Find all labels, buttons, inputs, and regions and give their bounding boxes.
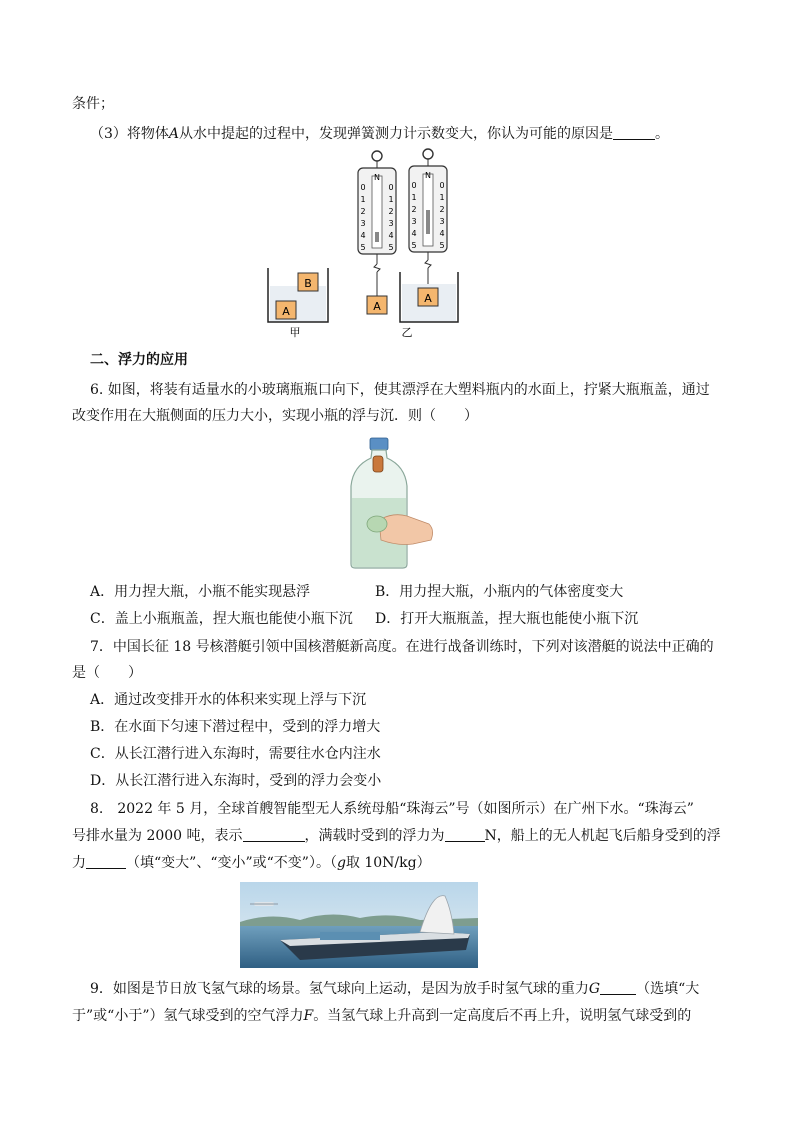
scale1-unit: N	[374, 173, 380, 182]
q8-line3-b: （填“变大”、“变小”或“不变”）。（	[126, 855, 337, 871]
scale2-tick-5: 5	[411, 241, 417, 250]
scale2-tick-4: 4	[411, 229, 417, 238]
q9-line2-b: 。当氢气球上升高到一定高度后不再上升，说明氢气球受到的	[313, 1008, 692, 1024]
q8-stem-line2	[72, 826, 721, 846]
q5-3-text-end: 。	[655, 126, 670, 142]
q9-line1-b: （选填“大	[636, 981, 700, 997]
q6-stem-line1: 6. 如图，将装有适量水的小玻璃瓶瓶口向下，使其漂浮在大塑料瓶内的水面上，拧紧大瓶瓶盖，通过	[90, 382, 710, 398]
scale1-tick-r0: 0	[388, 183, 394, 192]
q8-g-symbol: g	[336, 855, 346, 871]
block-b-label: B	[304, 277, 312, 290]
q7-option-d[interactable]: D．从长江潜行进入东海时，受到的浮力会变小	[90, 773, 382, 789]
q8-blank-1[interactable]	[243, 827, 305, 842]
block-a-jia-label: A	[282, 305, 290, 318]
scale2-tick-r5: 5	[439, 241, 445, 250]
q6-stem-line2: 改变作用在大瓶侧面的压力大小，实现小瓶的浮与沉．则（ ）	[72, 408, 478, 424]
q8-stem-line1: 8. 2022 年 5 月，全球首艘智能型无人系统母船“珠海云”号（如图所示）在广州下水。“珠海云”	[90, 801, 694, 817]
q7-option-b[interactable]: B．在水面下匀速下潜过程中，受到的浮力增大	[90, 719, 381, 735]
scale1-tick-r5: 5	[388, 243, 394, 252]
scale1-tick-r4: 4	[388, 231, 394, 240]
q8-line3-c: 取 10N/kg）	[345, 855, 431, 871]
q6-option-a[interactable]: A．用力捏大瓶，小瓶不能实现悬浮	[90, 584, 311, 600]
q7-stem-line1: 7．中国长征 18 号核潜艇引领中国核潜艇新高度。在进行战备训练时，下列对该潜艇的说法中正确的	[90, 639, 714, 655]
scale1-tick-r1: 1	[388, 195, 394, 204]
q9-stem-line1	[90, 979, 699, 999]
scale2-unit: N	[425, 171, 431, 180]
q7-stem-line2: 是（ ）	[72, 665, 142, 681]
q9-line1-a: 9．如图是节日放飞氢气球的场景。氢气球向上运动，是因为放手时氢气球的重力	[90, 981, 589, 997]
q6-option-c[interactable]: C．盖上小瓶瓶盖，捏大瓶也能使小瓶下沉	[90, 611, 353, 627]
q8-stem-line3	[72, 853, 431, 873]
label-jia: 甲	[289, 326, 301, 339]
scale1-tick-4: 4	[360, 231, 366, 240]
scale1-tick-r3: 3	[388, 219, 394, 228]
q5-3-text-b: 从水中提起的过程中，发现弹簧测力计示数变大，你认为可能的原因是	[179, 126, 614, 142]
ship-photo	[240, 882, 478, 968]
beaker-jia	[268, 268, 328, 322]
q5-3-text-a: （3）将物体	[90, 126, 169, 142]
q8-line2-b: ，满载时受到的浮力为	[304, 828, 445, 844]
scale1-tick-3: 3	[360, 219, 366, 228]
scale2-tick-0: 0	[411, 181, 417, 190]
label-yi: 乙	[401, 326, 413, 339]
q9-f-symbol: F	[303, 1008, 314, 1024]
scale2-tick-3: 3	[411, 217, 417, 226]
scale1-tick-r2: 2	[388, 207, 394, 216]
scale1-tick-1: 1	[360, 195, 366, 204]
q8-blank-2[interactable]	[445, 827, 485, 842]
spring-scale-1	[358, 151, 396, 314]
q9-line2-a: 于”或“小于”）氢气球受到的空气浮力	[72, 1008, 304, 1024]
q5-continued-line: 条件；	[72, 96, 114, 112]
q6-option-d[interactable]: D．打开大瓶瓶盖，捏大瓶也能使小瓶下沉	[375, 611, 639, 627]
spring-scale-figure	[262, 146, 462, 340]
scale2-tick-r1: 1	[439, 193, 445, 202]
q8-blank-3[interactable]	[86, 854, 126, 869]
spring-scale-2	[409, 149, 447, 288]
block-a-hanging-label: A	[373, 300, 381, 313]
q5-3-answer-blank[interactable]	[613, 125, 655, 140]
scale2-tick-1: 1	[411, 193, 417, 202]
block-a-yi-label: A	[424, 292, 432, 305]
q5-subquestion-3	[90, 124, 669, 144]
q5-3-object-a: A	[168, 126, 180, 142]
q8-line2-a: 号排水量为 2000 吨，表示	[72, 828, 243, 844]
scale2-tick-r3: 3	[439, 217, 445, 226]
q9-blank-1[interactable]	[600, 980, 636, 995]
bottle-figure	[347, 436, 435, 570]
q7-option-c[interactable]: C．从长江潜行进入东海时，需要往水仓内注水	[90, 746, 381, 762]
q8-line2-c: N，船上的无人机起飞后船身受到的浮	[484, 828, 721, 844]
scale1-tick-0: 0	[360, 183, 366, 192]
q7-option-a[interactable]: A．通过改变排开水的体积来实现上浮与下沉	[90, 692, 367, 708]
q6-option-b[interactable]: B．用力捏大瓶，小瓶内的气体密度变大	[375, 584, 624, 600]
beaker-yi	[400, 272, 458, 322]
scale1-tick-2: 2	[360, 207, 366, 216]
q8-line3-a: 力	[72, 855, 86, 871]
scale2-tick-2: 2	[411, 205, 417, 214]
scale1-tick-5: 5	[360, 243, 366, 252]
section-2-title: 二、浮力的应用	[90, 352, 188, 368]
scale2-tick-r4: 4	[439, 229, 445, 238]
q9-stem-line2	[72, 1006, 691, 1026]
q9-g-symbol: G	[588, 981, 601, 997]
scale2-tick-r2: 2	[439, 205, 445, 214]
scale2-tick-r0: 0	[439, 181, 445, 190]
